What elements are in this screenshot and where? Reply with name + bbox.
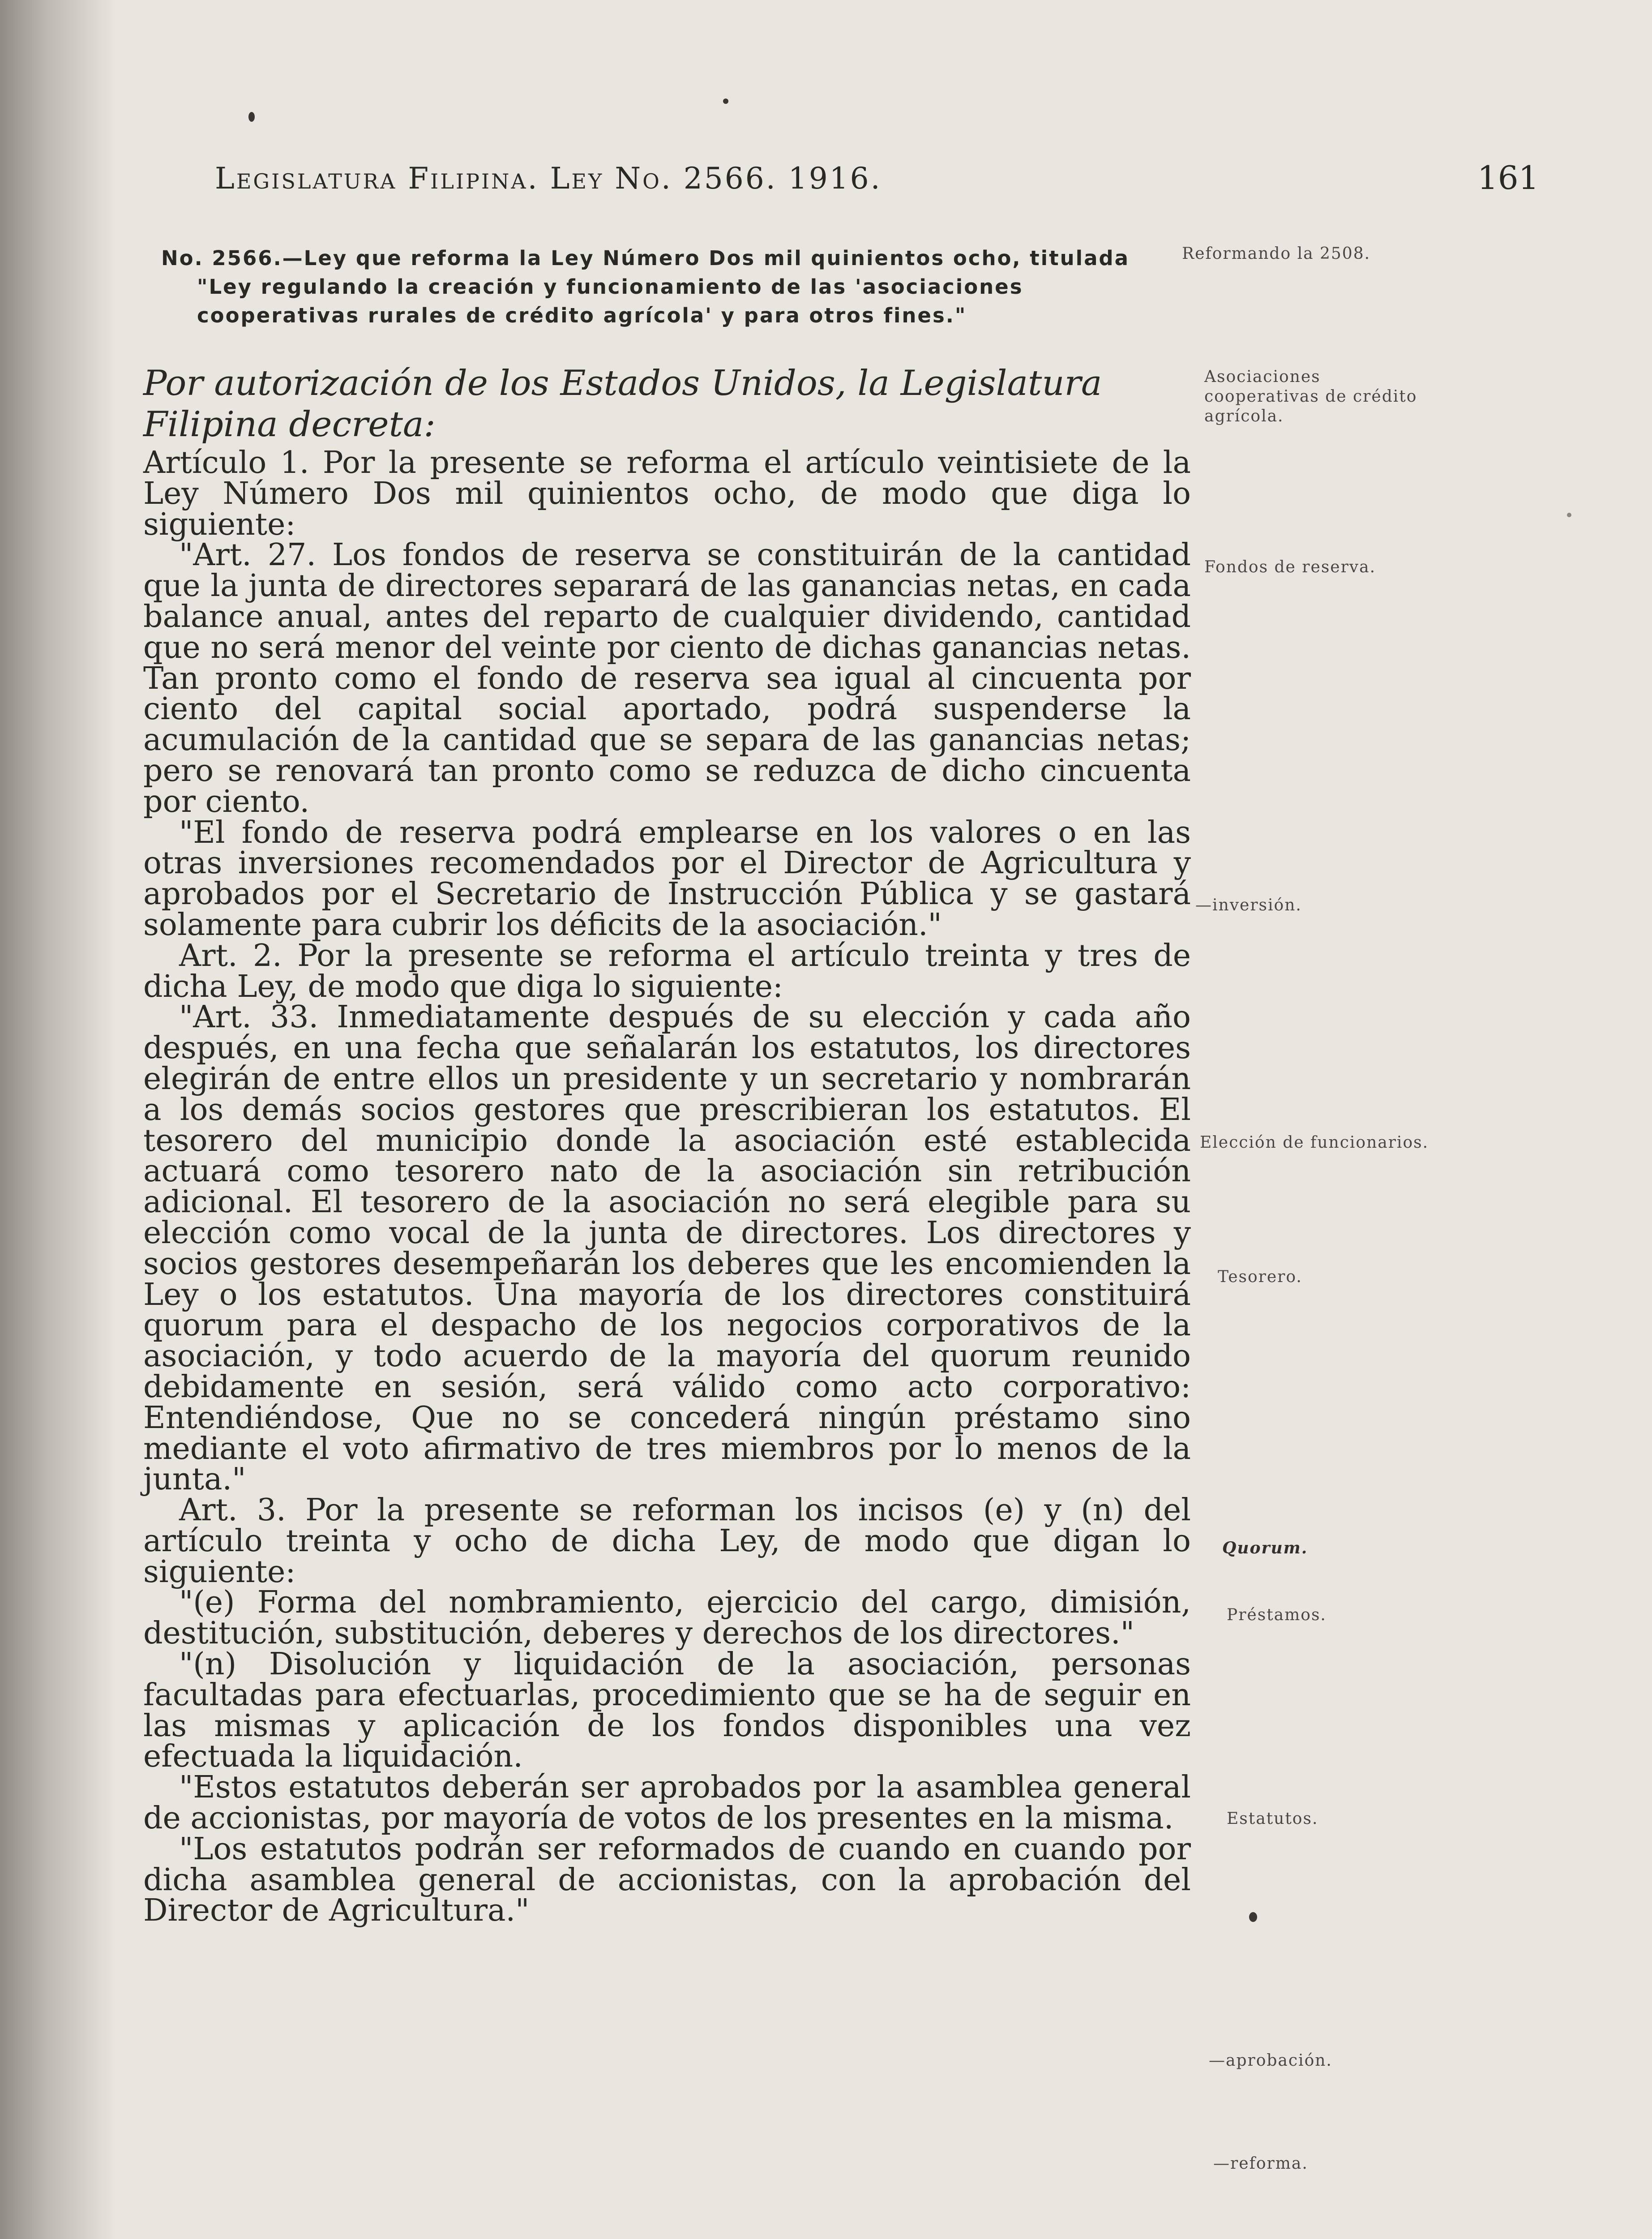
law-heading [161, 244, 1168, 330]
paragraph-article-2: Art. 2. Por la presente se reforma el artículo treinta y tres de dicha Ley, de modo que diga lo siguiente: [143, 938, 1191, 1004]
paragraph-clause-n: "(n) Disolución y liquidación de la asociación, personas facultadas para efectuarlas, procedimiento que se ha de seguir en las mismas y aplicación de los fondos disponibles una vez efectuada la liquidación. [143, 1647, 1191, 1775]
ink-speck [248, 112, 255, 122]
paragraph-bylaws-amendment: "Los estatutos podrán ser reformados de cuando en cuando por dicha asamblea general de accionistas, con la aprobación del Director de Agricultura." [143, 1831, 1191, 1929]
margin-note-approval: —aprobación. [1209, 2051, 1332, 2070]
body-text [143, 445, 1191, 1929]
page-number: 161 [1477, 159, 1539, 197]
margin-note-loans: Préstamos. [1227, 1606, 1327, 1624]
paragraph-art-33: "Art. 33. Inmediatamente después de su elección y cada año después, en una fecha que señalarán los estatutos, los directores elegirán de entre ellos un presidente y un secretario y nombrarán a los demás socios gestores que prescribieran los estatutos. El tesorero del municipio donde la asociación esté establecida actuará como tesorero nato de la asociación sin retribución adicional. El tesorero de la asociación no será elegible para su elección como vocal de la junta de directores. Los directores y socios gestores desempeñarán los deberes que les encomienden la Ley o los estatutos. Una mayoría de los directores constituirá quorum para el despacho de los negocios corporativos de la asociación, y todo acuerdo de la mayoría del quorum reunido debidamente en sesión, será válido como acto corporativo: Entendiéndose, Que no se concederá ningún préstamo sino mediante el voto afirmativo de tres miembros por lo menos de la junta." [143, 999, 1191, 1497]
paragraph-article-1: Artículo 1. Por la presente se reforma el artículo veintisiete de la Ley Número Dos mil quinientos ocho, de modo que diga lo siguiente: [143, 445, 1191, 542]
running-head: Legislatura Filipina. Ley No. 2566. 1916. [215, 161, 882, 196]
paragraph-article-3: Art. 3. Por la presente se reforman los incisos (e) y (n) del artículo treinta y ocho de dicha Ley, de modo que digan lo siguiente: [143, 1493, 1191, 1590]
paragraph-clause-e: "(e) Forma del nombramiento, ejercicio del cargo, dimisión, destitución, substitución, deberes y derechos de los directores." [143, 1585, 1191, 1651]
ink-speck [1249, 1912, 1257, 1922]
margin-note-quorum: Quorum. [1222, 1539, 1308, 1557]
paragraph-reserve-fund: "El fondo de reserva podrá emplearse en los valores o en las otras inversiones recomendados por el Director de Agricultura y aprobados por el Secretario de Instrucción Pública y se gastará solamente para cubrir los déficits de la asociación." [143, 815, 1191, 943]
paragraph-art-27: "Art. 27. Los fondos de reserva se constituirán de la cantidad que la junta de directores separará de las ganancias netas, en cada balance anual, antes del reparto de cualquier dividendo, cantidad que no será menor del veinte por ciento de dichas ganancias netas. Tan pronto como el fondo de reserva sea igual al cincuenta por ciento del capital social aportado, podrá suspenderse la acumulación de la cantidad que se separa de las ganancias netas; pero se renovará tan pronto como se reduzca de dicho cincuenta por ciento. [143, 537, 1191, 819]
ink-speck [723, 99, 728, 104]
law-heading-text: No. 2566.—Ley que reforma la Ley Número Dos mil quinientos ocho, titulada "Ley regulando la creación y funcionamiento de las 'asociaciones cooperativas rurales de crédito agrícola' y para otros fines." [161, 246, 1130, 327]
margin-note-cooperatives: Asociaciones cooperativas de crédito agrícola. [1204, 368, 1417, 425]
margin-note-amendment: —reforma. [1213, 2154, 1308, 2173]
ink-speck [1567, 513, 1571, 517]
margin-note-treasurer: Tesorero. [1218, 1268, 1302, 1286]
paragraph-bylaws-approval: "Estos estatutos deberán ser aprobados por la asamblea general de accionistas, por mayoría de votos de los presentes en la misma. [143, 1770, 1191, 1836]
margin-note-election: Elección de funcionarios. [1200, 1133, 1429, 1152]
margin-note-bylaws: Estatutos. [1227, 1810, 1318, 1828]
margin-note-investment: —inversión. [1195, 896, 1302, 914]
margin-note-reserve-funds: Fondos de reserva. [1204, 558, 1376, 576]
margin-note-amending: Reformando la 2508. [1182, 244, 1371, 263]
enacting-clause: Por autorización de los Estados Unidos, la Legislatura Filipina decreta: [143, 363, 1102, 445]
